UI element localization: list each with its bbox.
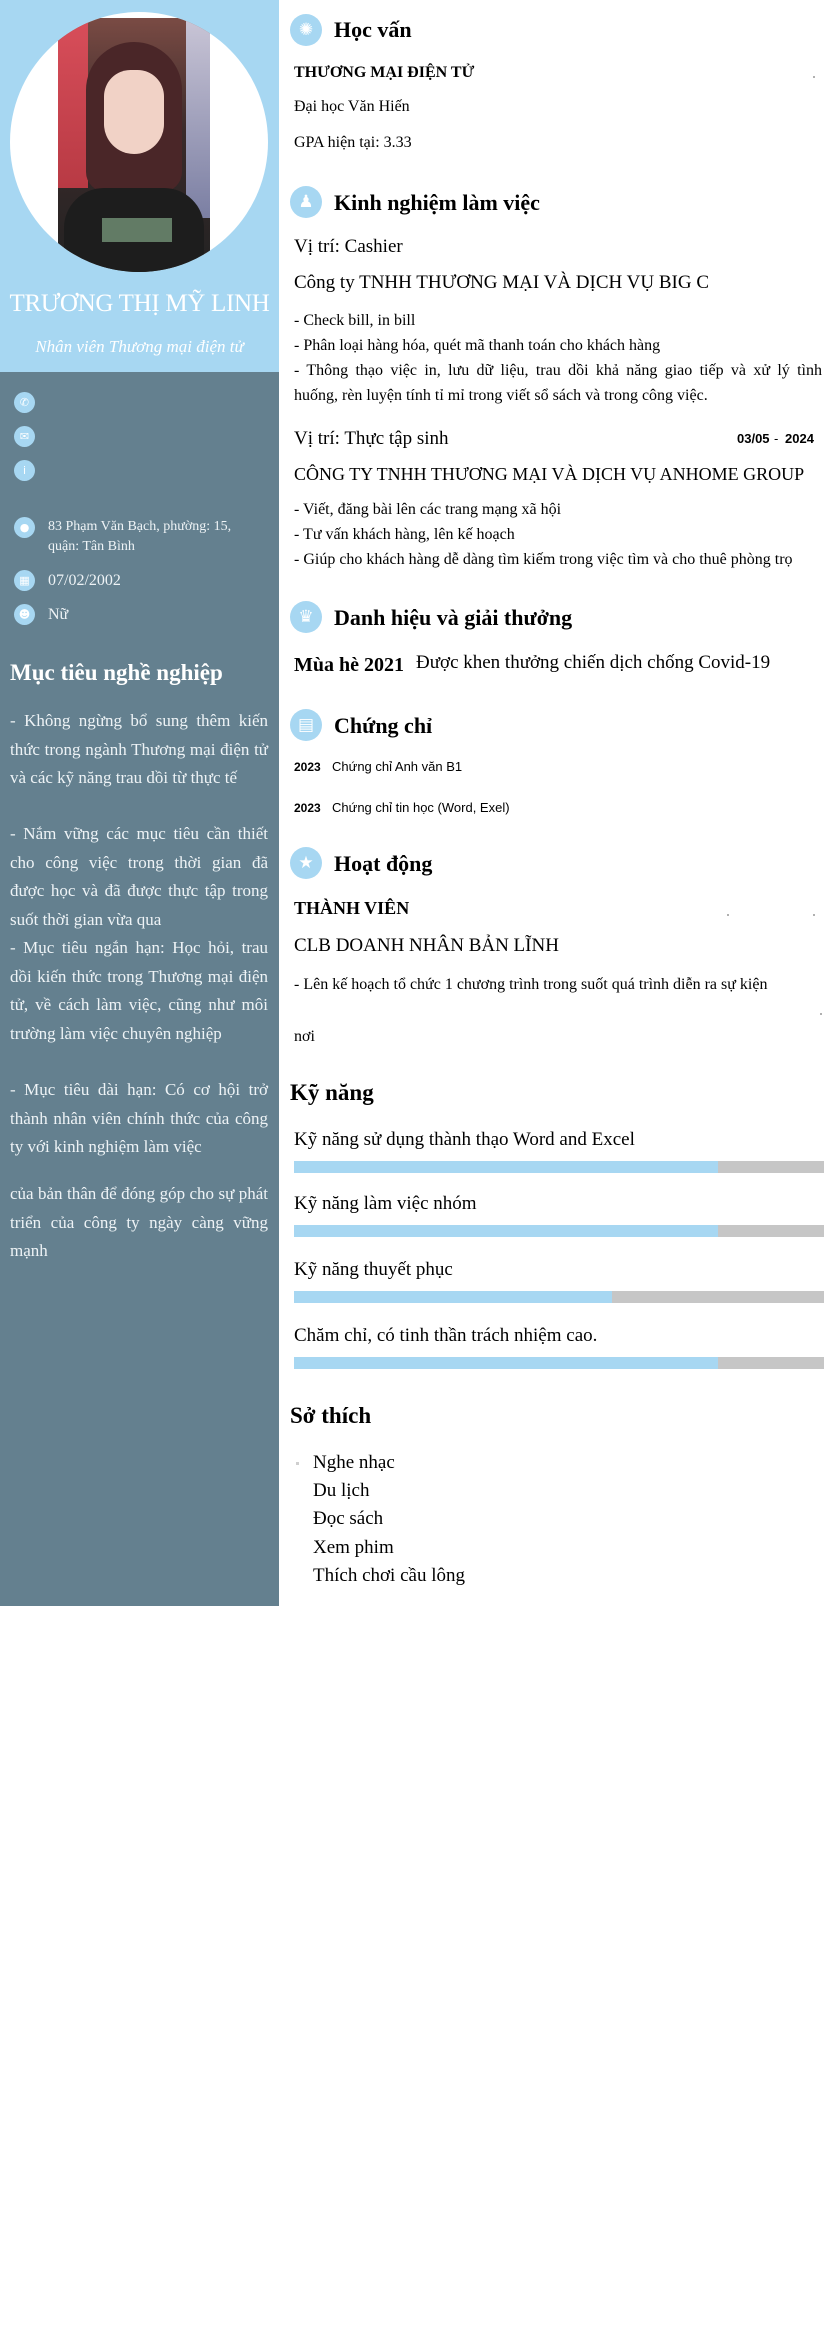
objective-paragraph: - Mục tiêu ngắn hạn: Học hỏi, trau dồi kiến thức trong Thương mại điện tử, về cách làm việc, cũng như môi trường làm việc chuyên nghiệp <box>10 938 268 1043</box>
hobby-item: Du lịch <box>313 1480 370 1501</box>
avatar-frame <box>10 12 268 272</box>
education-school: Đại học Văn Hiến <box>294 98 410 115</box>
gender-text: Nữ <box>48 606 69 623</box>
skill-bar-fill <box>294 1291 612 1303</box>
job-company: CÔNG TY TNHH THƯƠNG MẠI VÀ DỊCH VỤ ANHOME GROUP <box>294 464 805 484</box>
skill-name: Kỹ năng thuyết phục <box>294 1259 453 1280</box>
skill-name: Chăm chỉ, có tinh thần trách nhiệm cao. <box>294 1325 598 1346</box>
contact-birthday-row <box>14 570 274 591</box>
job-task: - Tư vấn khách hàng, lên kế hoạch <box>294 526 515 543</box>
skill-bar <box>294 1291 824 1303</box>
job-position: Vị trí: Thực tập sinh <box>294 428 449 449</box>
skill-bar <box>294 1357 824 1369</box>
objective-paragraph: - Nắm vững các mục tiêu cần thiết cho công việc trong thời gian đã được học và đã được thực tập trong suốt thời gian vừa qua <box>10 824 268 929</box>
calendar-icon: ▦ <box>14 570 35 591</box>
candidate-job-title: Nhân viên Thương mại điện tử <box>35 337 244 356</box>
education-heading: Học vấn <box>334 17 412 42</box>
certificate-year: 2023 <box>294 760 321 774</box>
skill-bar-fill <box>294 1225 718 1237</box>
education-gpa: GPA hiện tại: 3.33 <box>294 134 412 151</box>
trophy-icon: ♛ <box>290 601 322 633</box>
job-date-end: 2024 <box>785 431 814 446</box>
contact-gender-row <box>14 604 274 625</box>
education-major: THƯƠNG MẠI ĐIỆN TỬ <box>294 64 475 81</box>
job-company: Công ty TNHH THƯƠNG MẠI VÀ DỊCH VỤ BIG C <box>294 272 709 293</box>
activity-description: nơi <box>294 1028 315 1045</box>
hobbies-heading: Sở thích <box>290 1403 372 1428</box>
award-name: Được khen thưởng chiến dịch chống Covid-19 <box>416 652 771 673</box>
hobby-item: Xem phim <box>313 1537 394 1558</box>
skill-name: Kỹ năng làm việc nhóm <box>294 1193 477 1214</box>
hobby-item: Thích chơi cầu lông <box>313 1565 465 1586</box>
job-task: - Phân loại hàng hóa, quét mã thanh toán cho khách hàng <box>294 337 661 354</box>
contact-email-row <box>14 426 274 447</box>
skill-bar <box>294 1161 824 1173</box>
birthday-text: 07/02/2002 <box>48 572 121 589</box>
location-icon: ● <box>14 517 35 538</box>
hobby-item: Đọc sách <box>313 1508 384 1529</box>
team-icon: ♟ <box>290 186 322 218</box>
info-icon: i <box>14 460 35 481</box>
sidebar <box>0 0 279 1606</box>
awards-heading: Danh hiệu và giải thưởng <box>334 605 573 630</box>
objective-paragraph: - Mục tiêu dài hạn: Có cơ hội trở thành nhân viên chính thức của công ty với kinh nghiệm làm việc <box>10 1080 268 1156</box>
contact-address-row <box>14 517 274 557</box>
candidate-name: TRƯƠNG THỊ MỸ LINH <box>9 290 270 317</box>
job-task: - Viết, đăng bài lên các trang mạng xã hội <box>294 501 562 518</box>
phone-icon: ✆ <box>14 392 35 413</box>
skill-bar-fill <box>294 1357 718 1369</box>
address-text: 83 Phạm Văn Bạch, phường: 15, quận: Tân Bình <box>48 519 232 554</box>
avatar-photo <box>58 18 210 272</box>
objective-paragraph: - Không ngừng bổ sung thêm kiến thức trong ngành Thương mại điện tử và các kỹ năng trau dồi từ thực tế <box>10 711 268 787</box>
profile-header <box>0 0 279 372</box>
skill-name: Kỹ năng sử dụng thành thạo Word and Excel <box>294 1129 635 1150</box>
certificate-name: Chứng chỉ Anh văn B1 <box>332 759 463 774</box>
objective-heading: Mục tiêu nghề nghiệp <box>10 660 223 685</box>
skill-bar <box>294 1225 824 1237</box>
award-time: Mùa hè 2021 <box>294 654 404 676</box>
job-task: - Thông thạo việc in, lưu dữ liệu, trau dồi khả năng giao tiếp và xử lý tình <box>294 362 822 379</box>
skills-heading: Kỹ năng <box>290 1080 374 1105</box>
hobby-item: Nghe nhạc <box>313 1452 395 1473</box>
certificate-icon: ▤ <box>290 709 322 741</box>
skill-bar-fill <box>294 1161 718 1173</box>
activity-description: - Lên kế hoạch tổ chức 1 chương trình trong suốt quá trình diễn ra sự kiện <box>294 976 768 993</box>
email-icon: ✉ <box>14 426 35 447</box>
experience-heading: Kinh nghiệm làm việc <box>334 190 540 215</box>
certificate-name: Chứng chỉ tin học (Word, Exel) <box>332 800 510 815</box>
job-task: huống, rèn luyện tính tỉ mỉ trong viết sổ sách và trong công việc. <box>294 387 708 404</box>
job-date-separator: - <box>774 431 779 446</box>
job-position: Vị trí: Cashier <box>294 236 403 257</box>
job-date-start: 03/05 <box>737 431 770 446</box>
objective-paragraph: của bản thân để đóng góp cho sự phát triển của công ty ngày càng vững mạnh <box>10 1184 268 1260</box>
certificate-year: 2023 <box>294 801 321 815</box>
certificates-heading: Chứng chỉ <box>334 713 433 738</box>
job-task: - Check bill, in bill <box>294 312 416 329</box>
job-task: - Giúp cho khách hàng dễ dàng tìm kiếm trong việc tìm và cho thuê phòng trọ <box>294 551 793 568</box>
activity-organization: CLB DOANH NHÂN BẢN LĨNH <box>294 935 559 956</box>
lightbulb-icon: ✺ <box>290 14 322 46</box>
star-icon: ★ <box>290 847 322 879</box>
person-icon: ☻ <box>14 604 35 625</box>
contact-phone-row <box>14 392 274 413</box>
activities-heading: Hoạt động <box>334 851 433 876</box>
activity-role: THÀNH VIÊN <box>294 898 410 918</box>
contact-info-row <box>14 460 274 481</box>
